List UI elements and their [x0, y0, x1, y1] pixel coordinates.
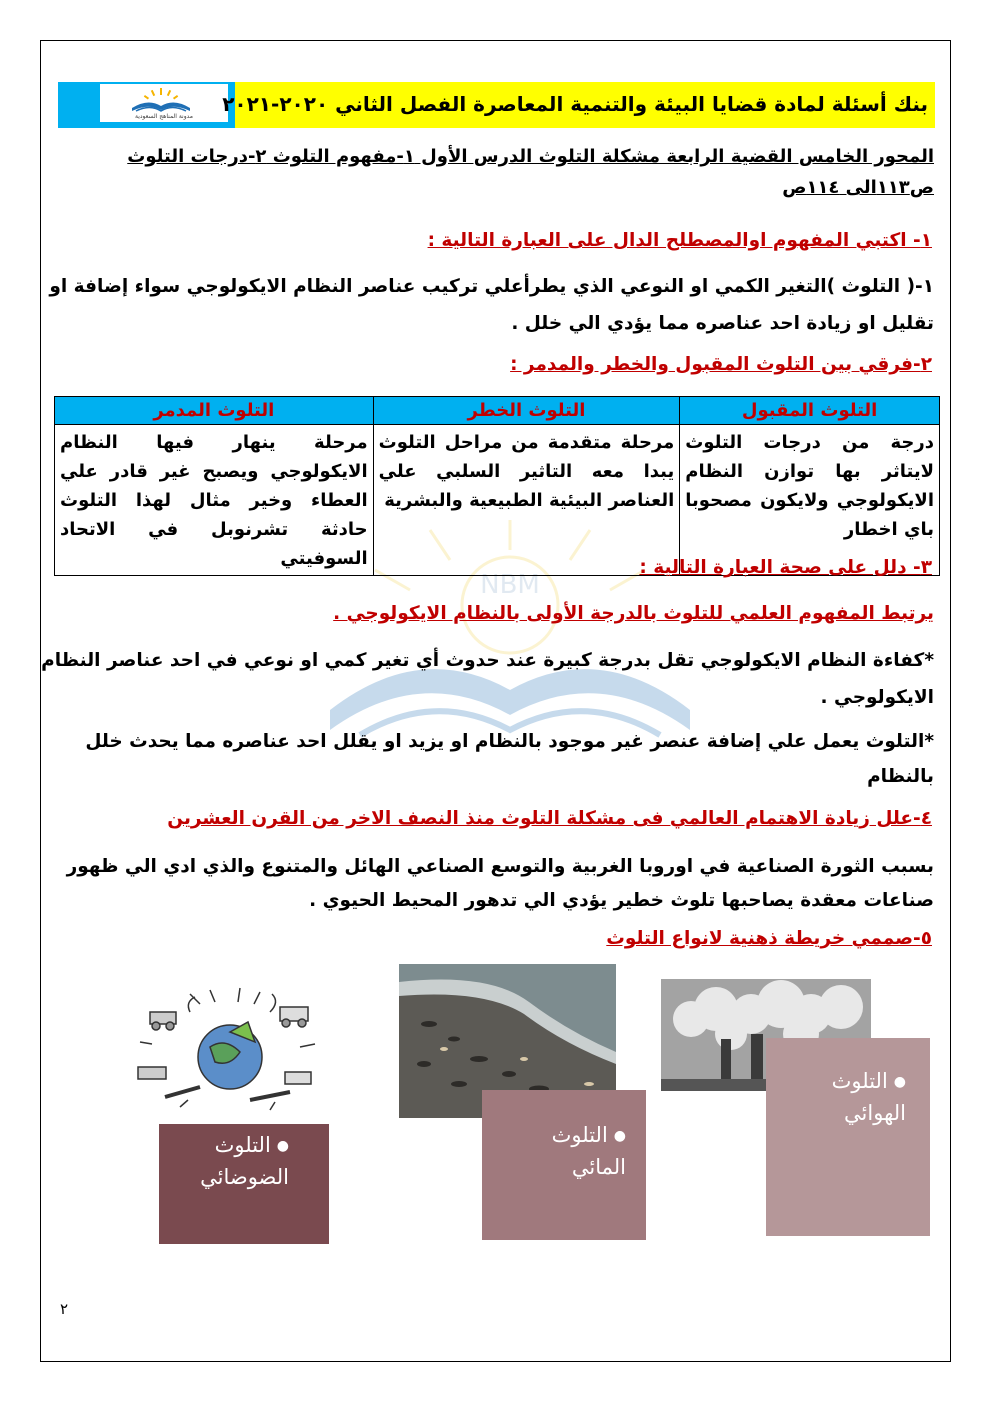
mindmap-label-noise: ●التلوث الضوضائي	[200, 1133, 289, 1189]
q2-heading: ٢-فرقي بين التلوث المقبول والخطر والمدمر :	[510, 354, 932, 375]
header-title: بنك أسئلة لمادة قضايا البيئة والتنمية المعاصرة الفصل الثاني ٢٠٢٠-٢٠٢١	[222, 92, 928, 116]
logo-text: مدونة المناهج السعودية	[134, 113, 193, 120]
comparison-table	[54, 396, 940, 576]
mindmap-air-line-1: التلوث	[831, 1069, 888, 1093]
q3-point-1-line-2: الايكولوجي .	[820, 687, 934, 708]
mindmap-box-air	[766, 1038, 930, 1236]
q4-answer-line-2: صناعات معقدة يصاحبها تلوث خطير يؤدي الي تدهور المحيط الحيوي .	[309, 890, 934, 911]
logo	[100, 84, 228, 122]
table-header-acceptable: التلوث المقبول	[680, 397, 940, 425]
q3-statement: يرتبط المفهوم العلمي للتلوث بالدرجة الأولى بالنظام الايكولوجي .	[333, 603, 934, 624]
q5-heading: ٥-صممي خريطة ذهنية لانواع التلوث	[606, 928, 932, 949]
topic-line-2: ص١١٣الى ١١٤ص	[782, 177, 934, 198]
table-cell-destructive: مرحلة ينهار فيها النظام الايكولوجي ويصبح غير قادر علي العطاء وخير مثال لهذا التلوث حادثة تشرنوبل في الاتحاد السوفيتي	[55, 425, 374, 576]
table-cell-dangerous: مرحلة متقدمة من مراحل التلوث يبدا معه التاثير السلبي علي العناصر البيئية الطبيعية والبشرية	[373, 425, 680, 576]
mindmap-noise-line-2: الضوضائي	[200, 1165, 289, 1189]
table-header-row	[55, 397, 940, 425]
q3-heading: ٣- دلل على صحة العبارة التالية :	[639, 557, 932, 578]
q1-answer-line-1: ١-( التلوث )التغير الكمي او النوعي الذي يطرأعلي تركيب عناصر النظام الايكولوجي سواء إضافة او	[49, 276, 934, 297]
q4-heading: ٤-علل زيادة الاهتمام العالمي فى مشكلة التلوث منذ النصف الاخر من القرن العشرين	[167, 808, 932, 829]
page-number: ٢	[60, 1300, 69, 1318]
topic-line-1: المحور الخامس القضية الرابعة مشكلة التلوث الدرس الأول ١-مفهوم التلوث ٢-درجات التلوث	[127, 146, 934, 167]
mindmap-label-water: ●التلوث المائي	[551, 1123, 626, 1179]
watermark-text: NBM	[480, 570, 540, 600]
mindmap-air-line-2: الهوائي	[844, 1101, 906, 1125]
table-header-destructive: التلوث المدمر	[55, 397, 374, 425]
table-header-dangerous: التلوث الخطر	[373, 397, 680, 425]
q4-answer-line-1: بسبب الثورة الصناعية في اوروبا الغربية والتوسع الصناعي الهائل والمتنوع والذي ادي الي ظهور	[66, 856, 934, 877]
mindmap-water-line-1: التلوث	[551, 1123, 608, 1147]
table-cell-acceptable: درجة من درجات التلوث لايتاثر بها توازن النظام الايكولوجي ولايكون مصحوبا باي اخطار	[680, 425, 940, 576]
mindmap-label-air: ●التلوث الهوائي	[831, 1069, 906, 1125]
mindmap-box-water	[482, 1090, 646, 1240]
table-row	[55, 425, 940, 576]
noise-pollution-image	[130, 982, 325, 1117]
mindmap-box-noise	[159, 1124, 329, 1244]
q3-point-2-line-2: بالنظام	[867, 766, 934, 787]
q3-point-2-line-1: *التلوث يعمل علي إضافة عنصر غير موجود بالنظام او يزيد او يقلل احد عناصره مما يحدث خلل	[85, 731, 934, 752]
q3-point-1-line-1: *كفاءة النظام الايكولوجي تقل بدرجة كبيرة عند حدوث أي تغير كمي او نوعي في احد عناصر النظام	[41, 650, 934, 671]
mindmap-water-line-2: المائي	[571, 1155, 626, 1179]
q1-answer-line-2: تقليل او زيادة احد عناصره مما يؤدي الي خلل .	[511, 313, 934, 334]
mindmap-noise-line-1: التلوث	[214, 1133, 271, 1157]
q1-heading: ١- اكتبي المفهوم اوالمصطلح الدال على العبارة التالية :	[427, 230, 932, 251]
